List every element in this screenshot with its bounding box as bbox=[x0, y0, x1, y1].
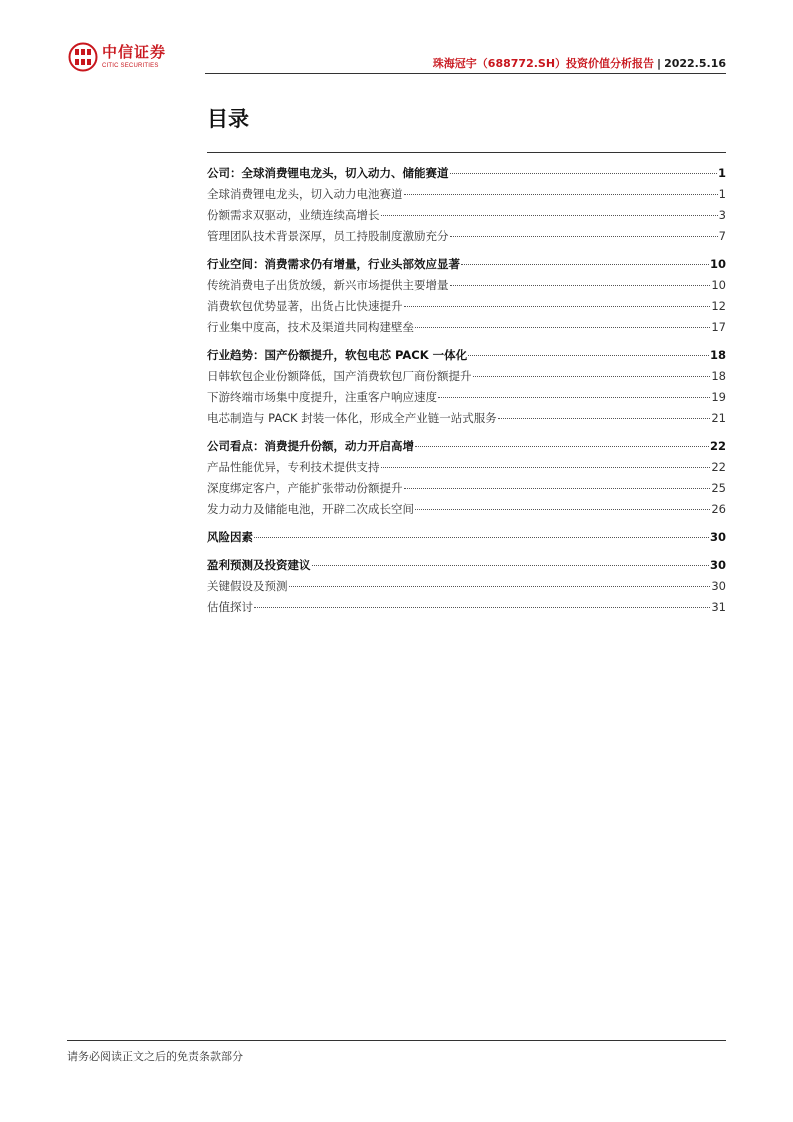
toc-entry-page: 31 bbox=[711, 600, 726, 614]
toc-entry-page: 30 bbox=[709, 530, 726, 544]
toc-entry-page: 17 bbox=[711, 320, 726, 334]
toc-leader-dots bbox=[450, 285, 711, 286]
toc-entry-page: 18 bbox=[711, 369, 726, 383]
footer-disclaimer: 请务必阅读正文之后的免责条款部分 bbox=[67, 1050, 243, 1063]
toc-leader-dots bbox=[404, 194, 718, 195]
toc-entry-label: 消费软包优势显著，出货占比快速提升 bbox=[207, 299, 403, 313]
toc-entry-label: 电芯制造与 PACK 封装一体化，形成全产业链一站式服务 bbox=[207, 411, 497, 425]
toc-leader-dots bbox=[450, 236, 718, 237]
toc-subsection-entry[interactable] bbox=[207, 207, 726, 228]
toc-entry-page: 26 bbox=[711, 502, 726, 516]
toc-entry-page: 30 bbox=[711, 579, 726, 593]
toc-entry-page: 22 bbox=[709, 439, 726, 453]
toc-section-entry[interactable] bbox=[207, 347, 726, 368]
toc-leader-dots bbox=[438, 397, 710, 398]
toc-subsection-entry[interactable] bbox=[207, 319, 726, 340]
toc-entry-label: 发力动力及储能电池，开辟二次成长空间 bbox=[207, 502, 414, 516]
toc-entry-label: 日韩软包企业份额降低，国产消费软包厂商份额提升 bbox=[207, 369, 472, 383]
toc-section-entry[interactable] bbox=[207, 438, 726, 459]
toc-leader-dots bbox=[415, 327, 710, 328]
toc-leader-dots bbox=[289, 586, 711, 587]
toc-entry-label: 估值探讨 bbox=[207, 600, 253, 614]
citic-logo-icon bbox=[68, 42, 98, 72]
toc-leader-dots bbox=[254, 537, 709, 538]
toc-entry-page: 7 bbox=[718, 229, 726, 243]
toc-leader-dots bbox=[461, 264, 709, 265]
toc-subsection-entry[interactable] bbox=[207, 501, 726, 522]
toc-subsection-entry[interactable] bbox=[207, 186, 726, 207]
report-header bbox=[433, 55, 726, 71]
toc-leader-dots bbox=[404, 488, 711, 489]
toc-subsection-entry[interactable] bbox=[207, 410, 726, 431]
toc-entry-label: 下游终端市场集中度提升，注重客户响应速度 bbox=[207, 390, 437, 404]
brand-name-cn: 中信证券 bbox=[102, 43, 167, 61]
toc-entry-page: 12 bbox=[711, 299, 726, 313]
footer-divider bbox=[67, 1040, 726, 1041]
toc-entry-label: 全球消费锂电龙头，切入动力电池赛道 bbox=[207, 187, 403, 201]
toc-subsection-entry[interactable] bbox=[207, 389, 726, 410]
toc-leader-dots bbox=[415, 446, 709, 447]
toc-subsection-entry[interactable] bbox=[207, 599, 726, 620]
report-title: 珠海冠宇（688772.SH）投资价值分析报告 bbox=[432, 57, 655, 70]
toc-entry-label: 关键假设及预测 bbox=[207, 579, 288, 593]
header-divider bbox=[205, 73, 726, 74]
toc-leader-dots bbox=[404, 306, 711, 307]
toc-subsection-entry[interactable] bbox=[207, 298, 726, 319]
toc-leader-dots bbox=[498, 418, 711, 419]
header-separator: | bbox=[657, 57, 662, 70]
toc-entry-label: 行业空间：消费需求仍有增量，行业头部效应显著 bbox=[207, 257, 460, 271]
toc-entry-page: 1 bbox=[718, 187, 726, 201]
toc-entry-page: 18 bbox=[709, 348, 726, 362]
toc-entry-label: 行业趋势：国产份额提升，软包电芯 PACK 一体化 bbox=[207, 348, 468, 362]
toc-entry-label: 份额需求双驱动，业绩连续高增长 bbox=[207, 208, 380, 222]
toc-entry-label: 深度绑定客户，产能扩张带动份额提升 bbox=[207, 481, 403, 495]
toc-entry-label: 传统消费电子出货放缓，新兴市场提供主要增量 bbox=[207, 278, 449, 292]
toc-entry-page: 10 bbox=[711, 278, 726, 292]
toc-leader-dots bbox=[473, 376, 711, 377]
toc-leader-dots bbox=[415, 509, 710, 510]
toc-subsection-entry[interactable] bbox=[207, 277, 726, 298]
toc-subsection-entry[interactable] bbox=[207, 368, 726, 389]
toc-leader-dots bbox=[450, 173, 717, 174]
toc-leader-dots bbox=[468, 355, 709, 356]
toc-entry-label: 产品性能优异，专利技术提供支持 bbox=[207, 460, 380, 474]
toc-leader-dots bbox=[381, 467, 711, 468]
toc-leader-dots bbox=[254, 607, 710, 608]
toc-entry-label: 盈利预测及投资建议 bbox=[207, 558, 311, 572]
brand-logo bbox=[68, 40, 178, 74]
toc-subsection-entry[interactable] bbox=[207, 480, 726, 501]
toc-subsection-entry[interactable] bbox=[207, 459, 726, 480]
toc-section-entry[interactable] bbox=[207, 165, 726, 186]
toc-entry-page: 3 bbox=[718, 208, 726, 222]
toc-entry-page: 30 bbox=[709, 558, 726, 572]
toc-section-entry[interactable] bbox=[207, 256, 726, 277]
toc-entry-label: 行业集中度高，技术及渠道共同构建壁垒 bbox=[207, 320, 414, 334]
toc-entry-label: 管理团队技术背景深厚，员工持股制度激励充分 bbox=[207, 229, 449, 243]
toc-section-entry[interactable] bbox=[207, 529, 726, 550]
brand-name-en: CITIC SECURITIES bbox=[102, 63, 159, 69]
toc-section-entry[interactable] bbox=[207, 557, 726, 578]
report-date: 2022.5.16 bbox=[664, 57, 726, 70]
toc-entry-page: 10 bbox=[709, 257, 726, 271]
toc-entry-label: 公司看点：消费提升份额，动力开启高增 bbox=[207, 439, 414, 453]
toc-entry-label: 公司：全球消费锂电龙头，切入动力、储能赛道 bbox=[207, 166, 449, 180]
toc-entry-label: 风险因素 bbox=[207, 530, 253, 544]
table-of-contents bbox=[207, 165, 726, 620]
toc-entry-page: 21 bbox=[711, 411, 726, 425]
toc-entry-page: 22 bbox=[711, 460, 726, 474]
toc-subsection-entry[interactable] bbox=[207, 228, 726, 249]
toc-heading: 目录 bbox=[207, 107, 249, 131]
toc-leader-dots bbox=[381, 215, 718, 216]
toc-entry-page: 19 bbox=[711, 390, 726, 404]
toc-divider bbox=[207, 152, 726, 153]
toc-entry-page: 1 bbox=[717, 166, 726, 180]
toc-subsection-entry[interactable] bbox=[207, 578, 726, 599]
toc-leader-dots bbox=[312, 565, 709, 566]
toc-entry-page: 25 bbox=[711, 481, 726, 495]
